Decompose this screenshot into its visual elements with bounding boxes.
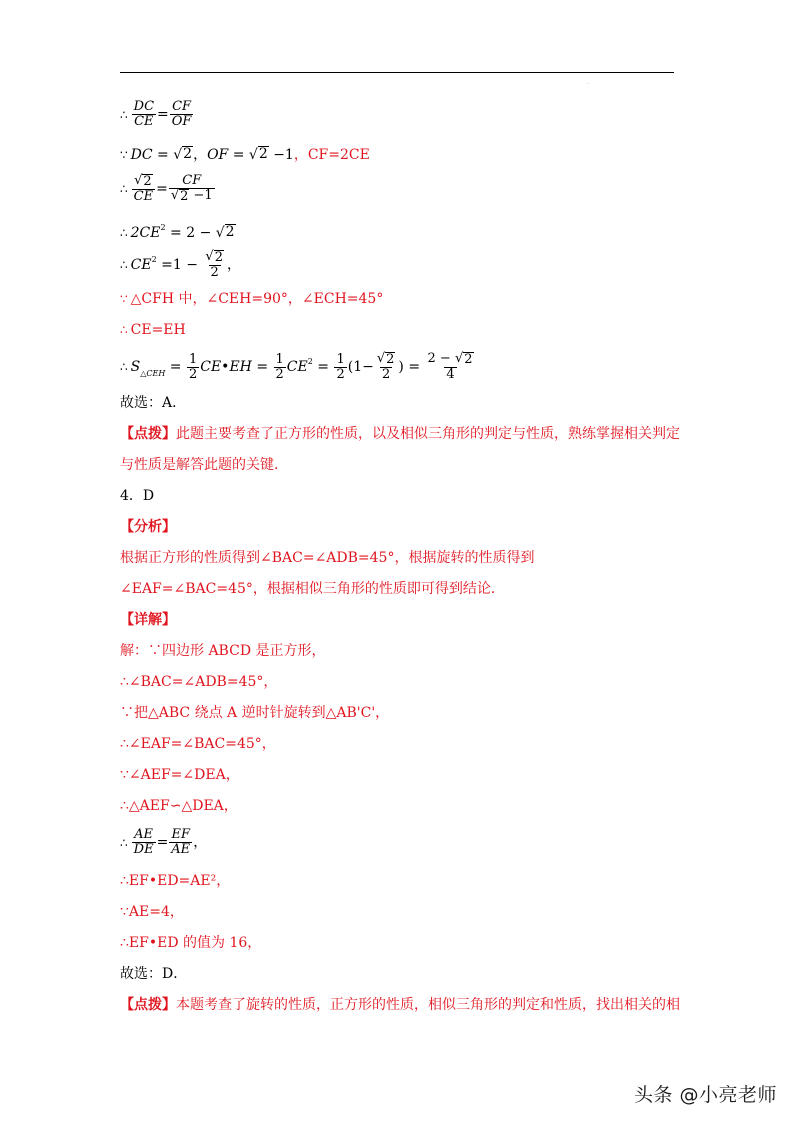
header-mark: . — [587, 80, 589, 86]
detail-line-9: ∵AE=4， — [120, 904, 184, 920]
detail-line-7: ∴ $\frac{AE}{DE}$ = $\frac{EF}{AE}$ ， — [120, 827, 208, 857]
math-line-7: ∴ CE=EH — [120, 322, 186, 338]
analysis-body: 根据正方形的性质得到∠BAC=∠ADB=45°，根据旋转的性质得到∠EAF=∠BAC=45°，根据相似三角形的性质即可得到结论． — [120, 550, 535, 597]
detail-line-3: ∵把△ABC 绕点 A 逆时针旋转到△AB'C'， — [120, 705, 390, 721]
tip-tag-2: 【点拨】 — [120, 997, 176, 1013]
detail-line-10: ∴EF•ED 的值为 16， — [120, 935, 262, 951]
math-line-4: ∴ $2CE^2 = 2$ − √ 2 — [120, 223, 235, 241]
answer-d: 故选：D． — [120, 966, 188, 982]
question-number: 4．D — [120, 488, 155, 504]
math-line-2: ∵ DC = √ 2 ，OF = √ 2 −1，CF=2CE — [120, 146, 370, 163]
watermark: 头条 @小亮老师 — [633, 1084, 777, 1106]
detail-line-1: 解：∵四边形 ABCD 是正方形， — [120, 643, 326, 659]
answer-a: 故选：A． — [120, 395, 187, 411]
detail-line-6: ∴△AEF∽△DEA， — [120, 798, 238, 814]
math-line-3: ∴ √ 2 CE = CF √ 2 −1 — [120, 173, 213, 204]
tip-paragraph-1: 【点拨】此题主要考查了正方形的性质，以及相似三角形的判定与性质，熟练掌握相关判定与性质是解答此题的关键． — [120, 426, 680, 473]
detail-line-5: ∵∠AEF=∠DEA， — [120, 767, 240, 783]
math-line-8: ∴ $S_{\triangle CEH}$ = $\frac{1}{2}$ CE•EH = $\frac{1}{2}$ $CE^2$ = $\frac{1}{2}$ (1− √ 2 2 ) = 2 − √ 2 4 — [120, 351, 473, 382]
detail-line-4: ∴∠EAF=∠BAC=45°， — [120, 736, 276, 752]
detail-heading: 【详解】 — [120, 612, 176, 628]
math-line-5: ∴ $CE^2 =1$ − √ 2 2 ， — [120, 249, 241, 280]
tip-tag: 【点拨】 — [120, 426, 176, 442]
analysis-heading: 【分析】 — [120, 519, 176, 535]
tip-paragraph-2: 【点拨】本题考查了旋转的性质，正方形的性质，相似三角形的判定和性质，找出相关的相 — [120, 997, 680, 1013]
math-line-6: ∵ △CFH 中，∠CEH=90°，∠ECH=45° — [120, 291, 384, 307]
math-line-1: ∴ $\frac{DC}{CE}$ = $\frac{CF}{OF}$ — [120, 99, 192, 129]
detail-line-8: ∴EF•ED=AE²， — [120, 873, 231, 889]
header-rule — [120, 72, 674, 73]
detail-line-2: ∴∠BAC=∠ADB=45°， — [120, 674, 278, 690]
